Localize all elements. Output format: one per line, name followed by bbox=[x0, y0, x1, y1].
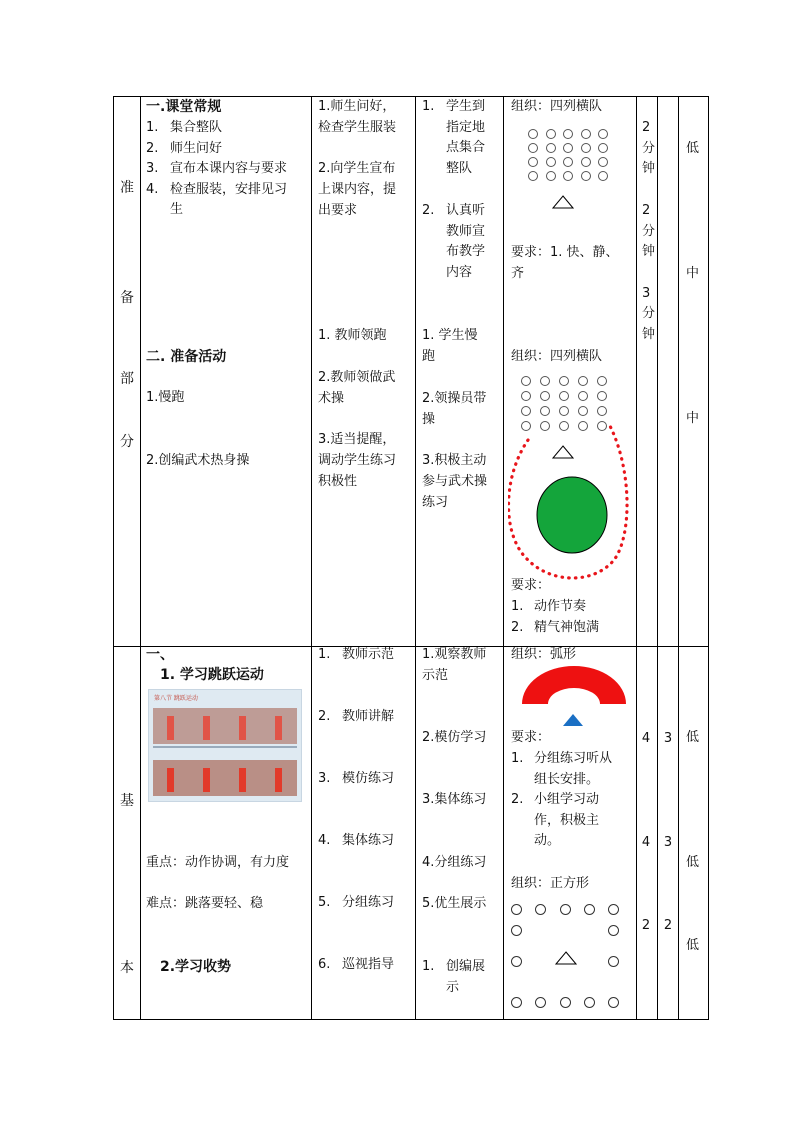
requirement-title: 要求： bbox=[511, 578, 551, 593]
photo-strip-top bbox=[153, 708, 297, 744]
time-char: 3 bbox=[642, 285, 651, 301]
requirement-line: 动。 bbox=[534, 833, 561, 848]
student-circle-icon bbox=[546, 171, 556, 181]
student-line: 跑 bbox=[422, 349, 436, 364]
duration-value: 2 bbox=[641, 918, 651, 933]
organization-label: 组织：四列横队 bbox=[511, 99, 603, 114]
student-line: 1. 学生慢 bbox=[422, 328, 478, 343]
list-number: 1. bbox=[318, 647, 331, 662]
teacher-line: 术操 bbox=[318, 391, 345, 406]
requirement-line: 作，积极主 bbox=[534, 812, 600, 828]
student-circle-icon bbox=[598, 143, 608, 153]
student-circle-icon bbox=[608, 904, 619, 915]
thumbnail-title: 第八节 跳跃运动 bbox=[154, 695, 198, 702]
student-line: 布教学 bbox=[446, 244, 486, 259]
student-circle-icon bbox=[581, 171, 591, 181]
student-circle-icon bbox=[563, 143, 573, 153]
student-circle-icon bbox=[578, 406, 588, 416]
student-line: 点集合 bbox=[446, 140, 486, 155]
section-char: 本 bbox=[120, 960, 134, 976]
duration-value: 4 bbox=[641, 835, 651, 850]
list-number: 1. bbox=[511, 599, 524, 614]
student-circle-icon bbox=[563, 129, 573, 139]
student-line: 4.分组练习 bbox=[422, 855, 487, 870]
student-circle-icon bbox=[511, 956, 522, 967]
time-char: 钟 bbox=[642, 327, 656, 342]
requirement-title: 要求： bbox=[511, 730, 551, 745]
student-circle-icon bbox=[521, 376, 531, 386]
student-line: 创编展 bbox=[446, 959, 486, 974]
time-char: 2 bbox=[642, 202, 651, 218]
student-circle-icon bbox=[521, 421, 531, 431]
student-circle-icon bbox=[597, 406, 607, 416]
requirement-line: 要求：1. 快、静、 bbox=[511, 245, 619, 260]
intensity-label: 低 bbox=[686, 141, 700, 156]
student-line: 指定地 bbox=[446, 119, 486, 135]
student-circle-icon bbox=[597, 376, 607, 386]
organization-label: 组织：弧形 bbox=[511, 647, 577, 662]
repetition-value: 2 bbox=[663, 918, 673, 933]
student-circle-icon bbox=[559, 421, 569, 431]
teacher-line: 2.向学生宣布 bbox=[318, 161, 396, 176]
list-number: 1. bbox=[511, 751, 524, 766]
teacher-line: 积极性 bbox=[318, 474, 358, 489]
student-circle-icon bbox=[540, 406, 550, 416]
red-arc-formation bbox=[520, 666, 628, 706]
student-circle-icon bbox=[546, 157, 556, 167]
warmup-item: 1.慢跑 bbox=[146, 390, 185, 405]
organization-label: 组织：正方形 bbox=[511, 876, 590, 891]
intensity-label: 中 bbox=[686, 411, 700, 426]
teacher-item: 集体练习 bbox=[342, 833, 395, 848]
student-circle-icon bbox=[511, 904, 522, 915]
student-circle-icon bbox=[528, 129, 538, 139]
student-circle-icon bbox=[598, 129, 608, 139]
teacher-triangle-icon bbox=[552, 195, 574, 209]
student-circle-icon bbox=[540, 421, 550, 431]
student-line: 教师宣 bbox=[446, 223, 486, 239]
student-circle-icon bbox=[528, 143, 538, 153]
green-circle-area bbox=[535, 475, 609, 555]
teacher-line: 上课内容，提 bbox=[318, 182, 397, 197]
student-line: 5.优生展示 bbox=[422, 896, 487, 911]
student-circle-icon bbox=[563, 171, 573, 181]
student-circle-icon bbox=[563, 157, 573, 167]
caption-line bbox=[153, 746, 297, 748]
student-circle-icon bbox=[598, 157, 608, 167]
student-circle-icon bbox=[511, 925, 522, 936]
figures-icon bbox=[153, 760, 297, 796]
teacher-line: 1. 教师领跑 bbox=[318, 328, 387, 343]
student-circle-icon bbox=[598, 171, 608, 181]
student-circle-icon bbox=[546, 143, 556, 153]
student-circle-icon bbox=[581, 157, 591, 167]
student-line: 学生到 bbox=[446, 99, 486, 114]
student-line: 内容 bbox=[446, 264, 473, 280]
list-number: 2. bbox=[511, 792, 524, 807]
list-number: 3. bbox=[146, 161, 159, 176]
list-number: 4. bbox=[146, 181, 159, 197]
photo-strip-bottom bbox=[153, 760, 297, 796]
list-item: 检查服装，安排见习 bbox=[170, 181, 288, 197]
section-char: 部 bbox=[120, 371, 134, 387]
list-number: 2. bbox=[146, 140, 159, 156]
repetition-value: 3 bbox=[663, 731, 673, 746]
student-circle-icon bbox=[584, 904, 595, 915]
student-line: 示范 bbox=[422, 668, 449, 683]
section-char: 准 bbox=[120, 180, 134, 196]
heading-prefix: 一、 bbox=[146, 647, 174, 663]
organization-label: 组织：四列横队 bbox=[511, 349, 603, 364]
student-circle-icon bbox=[560, 997, 571, 1008]
section-char: 基 bbox=[120, 793, 134, 809]
student-line: 3.积极主动 bbox=[422, 453, 487, 468]
requirement-item: 精气神饱满 bbox=[534, 620, 600, 635]
student-circle-icon bbox=[608, 925, 619, 936]
student-line: 整队 bbox=[446, 160, 473, 176]
teacher-item: 分组练习 bbox=[342, 895, 395, 910]
student-line: 练习 bbox=[422, 495, 449, 510]
time-char: 分 bbox=[642, 223, 656, 239]
student-circle-icon bbox=[608, 956, 619, 967]
list-item: 师生问好 bbox=[170, 140, 223, 156]
teacher-item: 教师讲解 bbox=[342, 709, 395, 724]
student-circle-icon bbox=[559, 376, 569, 386]
requirement-line: 分组练习听从 bbox=[534, 751, 613, 766]
student-line: 操 bbox=[422, 412, 436, 427]
list-number: 1. bbox=[422, 99, 435, 114]
teacher-triangle-icon bbox=[562, 713, 584, 727]
list-number: 2. bbox=[511, 620, 524, 635]
list-number: 6. bbox=[318, 957, 331, 972]
intensity-label: 低 bbox=[686, 938, 700, 953]
student-circle-icon bbox=[528, 157, 538, 167]
student-circle-icon bbox=[521, 391, 531, 401]
list-item: 宣布本课内容与要求 bbox=[170, 161, 288, 176]
teacher-line: 1.师生问好， bbox=[318, 99, 396, 114]
student-circle-icon bbox=[535, 997, 546, 1008]
student-line: 1.观察教师 bbox=[422, 647, 487, 662]
heading-closing: 2.学习收势 bbox=[160, 959, 232, 975]
heading-class-routine: 一.课堂常规 bbox=[146, 99, 222, 115]
intensity-label: 低 bbox=[686, 855, 700, 870]
student-circle-icon bbox=[584, 997, 595, 1008]
intensity-label: 低 bbox=[686, 730, 700, 745]
requirement-line: 齐 bbox=[511, 266, 525, 281]
student-circle-icon bbox=[578, 376, 588, 386]
student-circle-icon bbox=[540, 376, 550, 386]
student-circle-icon bbox=[521, 406, 531, 416]
warmup-item: 2.创编武术热身操 bbox=[146, 453, 250, 468]
list-number: 2. bbox=[318, 709, 331, 724]
duration-value: 4 bbox=[641, 731, 651, 746]
section-char: 分 bbox=[120, 434, 134, 450]
teacher-triangle-icon bbox=[555, 951, 577, 965]
teacher-triangle-icon bbox=[552, 445, 574, 459]
list-number: 2. bbox=[422, 203, 435, 218]
student-line: 示 bbox=[446, 980, 460, 995]
teacher-item: 巡视指导 bbox=[342, 957, 395, 972]
student-line: 2.模仿学习 bbox=[422, 730, 487, 745]
teacher-item: 教师示范 bbox=[342, 647, 395, 662]
time-char: 2 bbox=[642, 120, 651, 135]
teacher-line: 2.教师领做武 bbox=[318, 370, 396, 385]
teacher-line: 调动学生练习 bbox=[318, 453, 397, 468]
list-number: 1. bbox=[422, 959, 435, 974]
jumping-exercise-thumbnail bbox=[148, 689, 302, 802]
repetition-value: 3 bbox=[663, 835, 673, 850]
requirement-line: 小组学习动 bbox=[534, 792, 600, 807]
time-char: 钟 bbox=[642, 244, 656, 260]
time-char: 分 bbox=[642, 140, 656, 156]
requirement-line: 组长安排。 bbox=[534, 771, 600, 787]
time-char: 钟 bbox=[642, 161, 656, 177]
student-circle-icon bbox=[560, 904, 571, 915]
time-char: 分 bbox=[642, 306, 656, 322]
student-circle-icon bbox=[559, 406, 569, 416]
student-line: 2.领操员带 bbox=[422, 391, 487, 406]
intensity-label: 中 bbox=[686, 266, 700, 281]
figures-icon bbox=[153, 708, 297, 744]
student-circle-icon bbox=[581, 129, 591, 139]
teacher-item: 模仿练习 bbox=[342, 771, 395, 786]
difficulty: 难点：跳落要轻、稳 bbox=[146, 896, 264, 911]
student-circle-icon bbox=[540, 391, 550, 401]
student-circle-icon bbox=[546, 129, 556, 139]
student-circle-icon bbox=[608, 997, 619, 1008]
list-number: 4. bbox=[318, 833, 331, 848]
list-item: 生 bbox=[170, 202, 184, 217]
teacher-line: 3.适当提醒， bbox=[318, 432, 396, 447]
heading-jumping: 1. 学习跳跃运动 bbox=[160, 667, 264, 683]
student-circle-icon bbox=[528, 171, 538, 181]
student-circle-icon bbox=[597, 391, 607, 401]
teacher-line: 出要求 bbox=[318, 203, 358, 218]
list-number: 3. bbox=[318, 771, 331, 786]
student-line: 3.集体练习 bbox=[422, 792, 487, 807]
student-circle-icon bbox=[578, 421, 588, 431]
heading-warmup: 二. 准备活动 bbox=[146, 349, 227, 365]
student-line: 参与武术操 bbox=[422, 474, 488, 489]
student-line: 认真听 bbox=[446, 203, 486, 218]
requirement-item: 动作节奏 bbox=[534, 599, 587, 614]
student-circle-icon bbox=[535, 904, 546, 915]
key-point: 重点：动作协调，有力度 bbox=[146, 855, 290, 870]
student-circle-icon bbox=[511, 997, 522, 1008]
list-number: 1. bbox=[146, 120, 159, 135]
teacher-line: 检查学生服装 bbox=[318, 120, 397, 135]
list-item: 集合整队 bbox=[170, 120, 223, 135]
student-circle-icon bbox=[578, 391, 588, 401]
list-number: 5. bbox=[318, 895, 331, 910]
student-circle-icon bbox=[581, 143, 591, 153]
section-char: 备 bbox=[120, 290, 134, 306]
student-circle-icon bbox=[559, 391, 569, 401]
student-circle-icon bbox=[597, 421, 607, 431]
